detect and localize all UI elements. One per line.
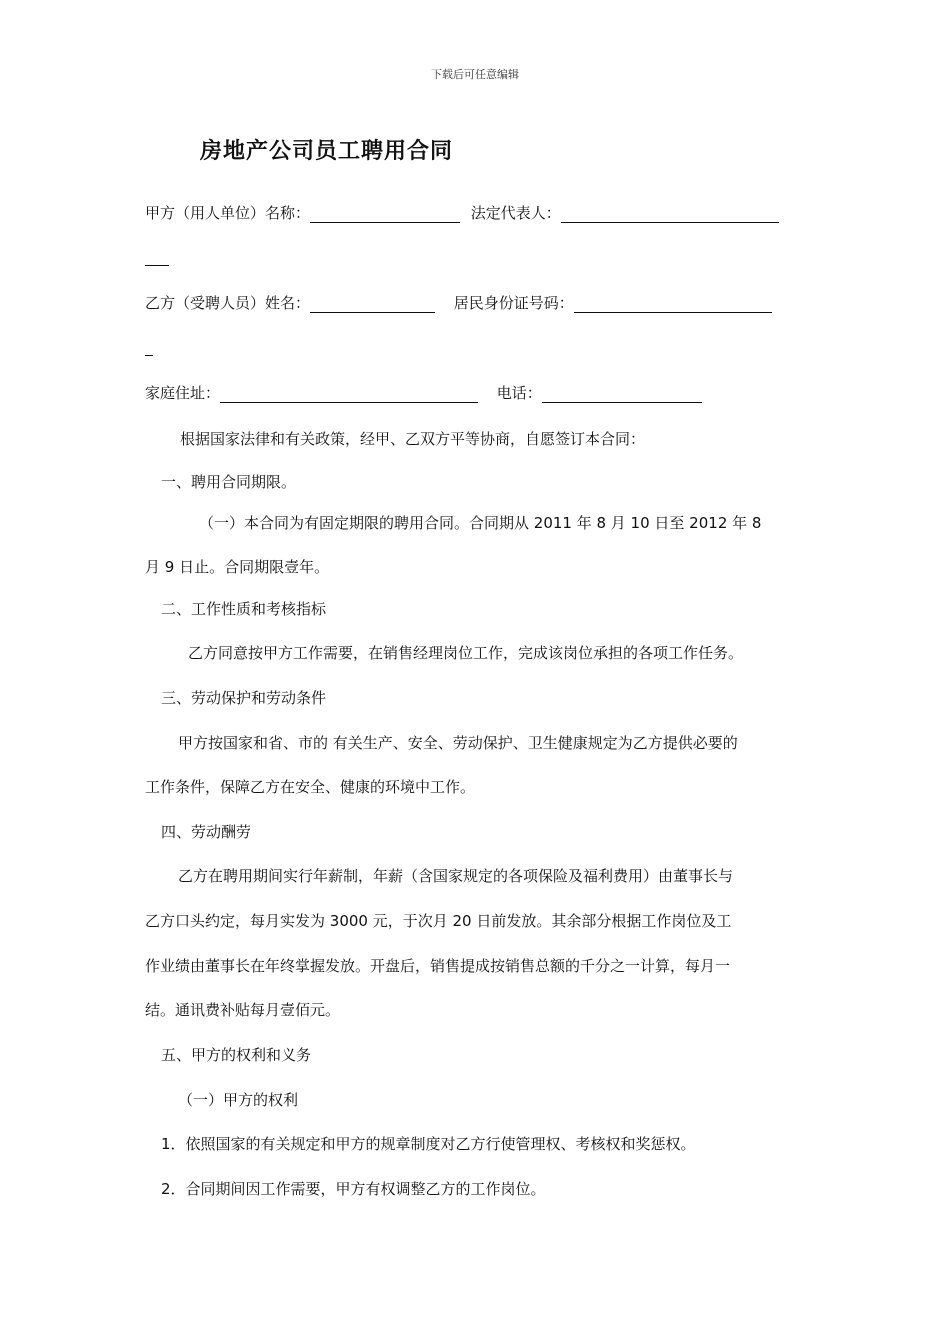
intro-paragraph: 根据国家法律和有关政策，经甲、乙双方平等协商，自愿签订本合同：	[180, 430, 646, 448]
legal-rep-label: 法定代表人：	[470, 204, 561, 222]
section-4-paragraph-cont-3: 结。通讯费补贴每月壹佰元。	[145, 1001, 341, 1019]
section-4-paragraph: 乙方在聘用期间实行年薪制，年薪（含国家规定的各项保险及福利费用）由董事长与	[178, 867, 734, 885]
section-5-subheading: （一）甲方的权利	[178, 1091, 299, 1109]
phone-label: 电话：	[496, 384, 542, 402]
party-b-label: 乙方（受聘人员）姓名：	[145, 294, 311, 312]
section-1-heading: 一、聘用合同期限。	[161, 473, 297, 491]
party-b-line	[145, 292, 772, 313]
section-5-heading: 五、甲方的权利和义务	[161, 1046, 312, 1064]
header-note: 下载后可任意编辑	[431, 68, 519, 81]
document-title: 房地产公司员工聘用合同	[200, 139, 454, 164]
party-a-line-wrap	[145, 248, 169, 266]
party-a-label: 甲方（用人单位）名称：	[145, 204, 311, 222]
address-field[interactable]	[220, 386, 478, 403]
legal-rep-field-wrap[interactable]	[145, 249, 169, 266]
address-label: 家庭住址：	[145, 384, 221, 402]
section-4-paragraph-cont-1: 乙方口头约定，每月实发为 3000 元，于次月 20 日前发放。其余部分根据工作岗位及工	[145, 912, 732, 930]
section-2-heading: 二、工作性质和考核指标	[161, 600, 327, 618]
id-number-label: 居民身份证号码：	[453, 294, 574, 312]
party-a-line	[145, 202, 779, 223]
party-b-line-wrap	[145, 338, 153, 356]
id-number-field[interactable]	[574, 296, 772, 313]
phone-field[interactable]	[542, 386, 702, 403]
section-3-paragraph: 甲方按国家和省、市的 有关生产、安全、劳动保护、卫生健康规定为乙方提供必要的	[178, 734, 738, 752]
legal-rep-field[interactable]	[561, 206, 779, 223]
section-4-heading: 四、劳动酬劳	[161, 823, 252, 841]
section-2-paragraph: 乙方同意按甲方工作需要，在销售经理岗位工作，完成该岗位承担的各项工作任务。	[188, 644, 744, 662]
section-4-paragraph-cont-2: 作业绩由董事长在年终掌握发放。开盘后，销售提成按销售总额的千分之一计算，每月一	[145, 957, 731, 975]
section-1-paragraph-cont: 月 9 日止。合同期限壹年。	[145, 558, 330, 576]
party-b-name-field[interactable]	[310, 296, 435, 313]
section-1-paragraph: （一）本合同为有固定期限的聘用合同。合同期从 2011 年 8 月 10 日至 2012 年 8	[199, 514, 762, 532]
section-3-heading: 三、劳动保护和劳动条件	[161, 689, 327, 707]
section-5-item-2: 2．合同期间因工作需要，甲方有权调整乙方的工作岗位。	[161, 1180, 546, 1198]
section-5-item-1: 1．依照国家的有关规定和甲方的规章制度对乙方行使管理权、考核权和奖惩权。	[161, 1135, 696, 1153]
address-line	[145, 382, 702, 403]
id-number-field-wrap[interactable]	[145, 339, 153, 356]
party-a-name-field[interactable]	[310, 206, 460, 223]
section-3-paragraph-cont: 工作条件，保障乙方在安全、健康的环境中工作。	[145, 778, 476, 796]
